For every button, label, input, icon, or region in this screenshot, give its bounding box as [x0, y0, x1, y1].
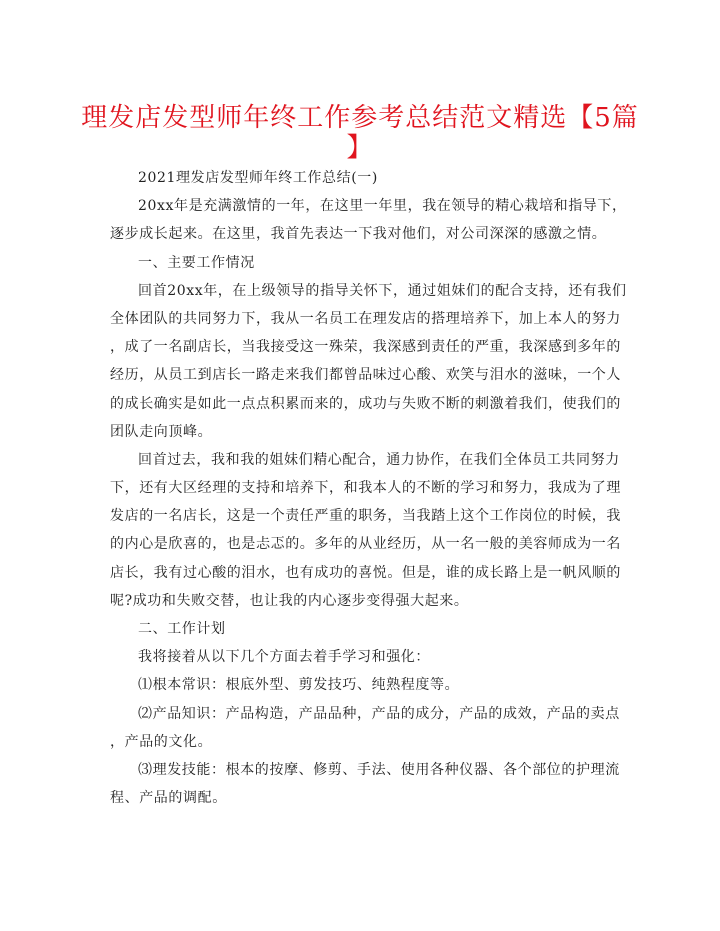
text-line: ⑶理发技能：根本的按摩、修剪、手法、使用各种仪器、各个部位的护理流	[138, 761, 620, 778]
text-line: 逐步成长起来。在这里，我首先表达一下我对他们，对公司深深的感激之情。	[110, 226, 607, 243]
text-line: ，产品的文化。	[110, 733, 213, 750]
paragraph	[110, 192, 627, 248]
paragraph	[110, 164, 620, 192]
text-line: 经历，从员工到店长一路走来我们都曾品味过心酸、欢笑与泪水的滋味，一个人	[110, 367, 621, 384]
paragraph	[110, 615, 620, 643]
text-line: 的成长确实是如此一点点积累而来的，成功与失败不断的刺激着我们，使我们的	[110, 395, 621, 412]
document-title: 理发店发型师年终工作参考总结范文精选【5篇	[81, 103, 639, 133]
text-line: 程、产品的调配。	[110, 790, 227, 807]
text-line: 二、工作计划	[138, 621, 226, 637]
text-line: 一、主要工作情况	[138, 254, 255, 271]
paragraph	[110, 277, 627, 446]
text-line: ，成了一名副店长，当我接受这一殊荣，我深感到责任的严重，我深感到多年的	[110, 339, 621, 356]
paragraph	[110, 643, 620, 671]
text-line: 回首20xx年，在上级领导的指导关怀下，通过姐妹们的配合支持，还有我们	[138, 282, 627, 299]
text-line: ⑴根本常识：根底外型、剪发技巧、纯熟程度等。	[138, 677, 460, 694]
paragraph	[110, 700, 620, 756]
paragraph	[110, 249, 620, 277]
paragraph	[110, 756, 620, 812]
text-line: 店长，我有过心酸的泪水，也有成功的喜悦。但是，谁的成长路上是一帆风顺的	[110, 564, 621, 581]
paragraph	[110, 446, 620, 615]
text-line: 下，还有大区经理的支持和培养下，和我本人的不断的学习和努力，我成为了理	[110, 480, 621, 497]
document-body	[110, 164, 627, 812]
paragraph	[110, 671, 620, 699]
text-line: 团队走向顶峰。	[110, 423, 213, 440]
text-line: 回首过去，我和我的姐妹们精心配合，通力协作，在我们全体员工共同努力	[138, 451, 620, 468]
text-line: 20xx年是充满激情的一年，在这里一年里，我在领导的精心栽培和指导下，	[138, 198, 627, 215]
text-line: 呢?成功和失败交替，也让我的内心逐步变得强大起来。	[110, 592, 469, 609]
text-line: 发店的一名店长，这是一个责任严重的职务，当我踏上这个工作岗位的时候，我	[110, 508, 621, 525]
text-line: 全体团队的共同努力下，我从一名员工在理发店的搭理培养下，加上本人的努力	[110, 310, 621, 327]
text-line: 的内心是欣喜的，也是忐忑的。多年的从业经历，从一名一般的美容师成为一名	[110, 536, 621, 553]
text-line: 我将接着从以下几个方面去着手学习和强化：	[138, 649, 430, 666]
text-line: ⑵产品知识：产品构造，产品品种，产品的成分，产品的成效，产品的卖点	[138, 705, 620, 722]
text-line: 2021理发店发型师年终工作总结(一)	[138, 170, 378, 186]
document-title-continued: 】	[346, 133, 374, 163]
